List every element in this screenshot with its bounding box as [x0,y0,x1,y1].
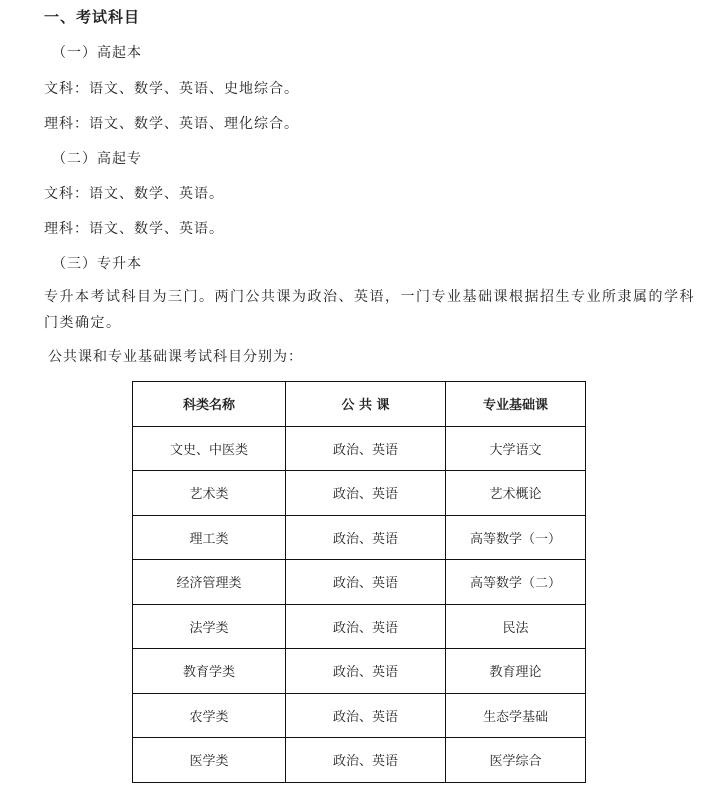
gqz-wenke-line: 文科：语文、数学、英语。 [44,186,224,202]
cell-category: 经济管理类 [133,560,286,605]
subjects-table-wrapper [132,381,586,783]
zsb-paragraph: 专升本考试科目为三门。两门公共课为政治、英语，一门专业基础课根据招生专业所隶属的学科门类确定。 [44,289,695,331]
table-header-row [133,382,586,427]
cell-basic-course: 大学语文 [446,426,586,471]
cell-category: 理工类 [133,515,286,560]
table-row [133,738,586,783]
gqz-like-line: 理科：语文、数学、英语。 [44,221,224,237]
cell-public-course: 政治、英语 [286,649,446,694]
cell-basic-course: 高等数学（一） [446,515,586,560]
cell-category: 医学类 [133,738,286,783]
cell-category: 法学类 [133,604,286,649]
table-row [133,515,586,560]
cell-basic-course: 生态学基础 [446,693,586,738]
cell-public-course: 政治、英语 [286,515,446,560]
cell-category: 农学类 [133,693,286,738]
gqb-like-line: 理科：语文、数学、英语、理化综合。 [44,116,299,132]
subsection-title-zsb: （三）专升本 [52,256,142,272]
table-row [133,426,586,471]
cell-public-course: 政治、英语 [286,604,446,649]
cell-category: 艺术类 [133,471,286,516]
header-public-course: 公 共 课 [286,382,446,427]
table-row [133,471,586,516]
gqb-wenke-line: 文科：语文、数学、英语、史地综合。 [44,81,299,97]
table-row [133,604,586,649]
table-row [133,560,586,605]
table-row [133,693,586,738]
cell-basic-course: 高等数学（二） [446,560,586,605]
cell-basic-course: 教育理论 [446,649,586,694]
header-category: 科类名称 [133,382,286,427]
cell-public-course: 政治、英语 [286,738,446,783]
cell-basic-course: 医学综合 [446,738,586,783]
cell-public-course: 政治、英语 [286,560,446,605]
cell-category: 教育学类 [133,649,286,694]
cell-public-course: 政治、英语 [286,426,446,471]
subsection-title-gqz: （二）高起专 [52,151,142,167]
cell-basic-course: 艺术概论 [446,471,586,516]
subsection-title-gqb: （一）高起本 [52,45,142,61]
header-basic-course: 专业基础课 [446,382,586,427]
section-heading: 一、考试科目 [44,8,141,26]
cell-category: 文史、中医类 [133,426,286,471]
cell-basic-course: 民法 [446,604,586,649]
table-row [133,649,586,694]
cell-public-course: 政治、英语 [286,693,446,738]
zsb-intro-line: 公共课和专业基础课考试科目分别为： [48,349,303,365]
subjects-table [132,381,586,783]
cell-public-course: 政治、英语 [286,471,446,516]
